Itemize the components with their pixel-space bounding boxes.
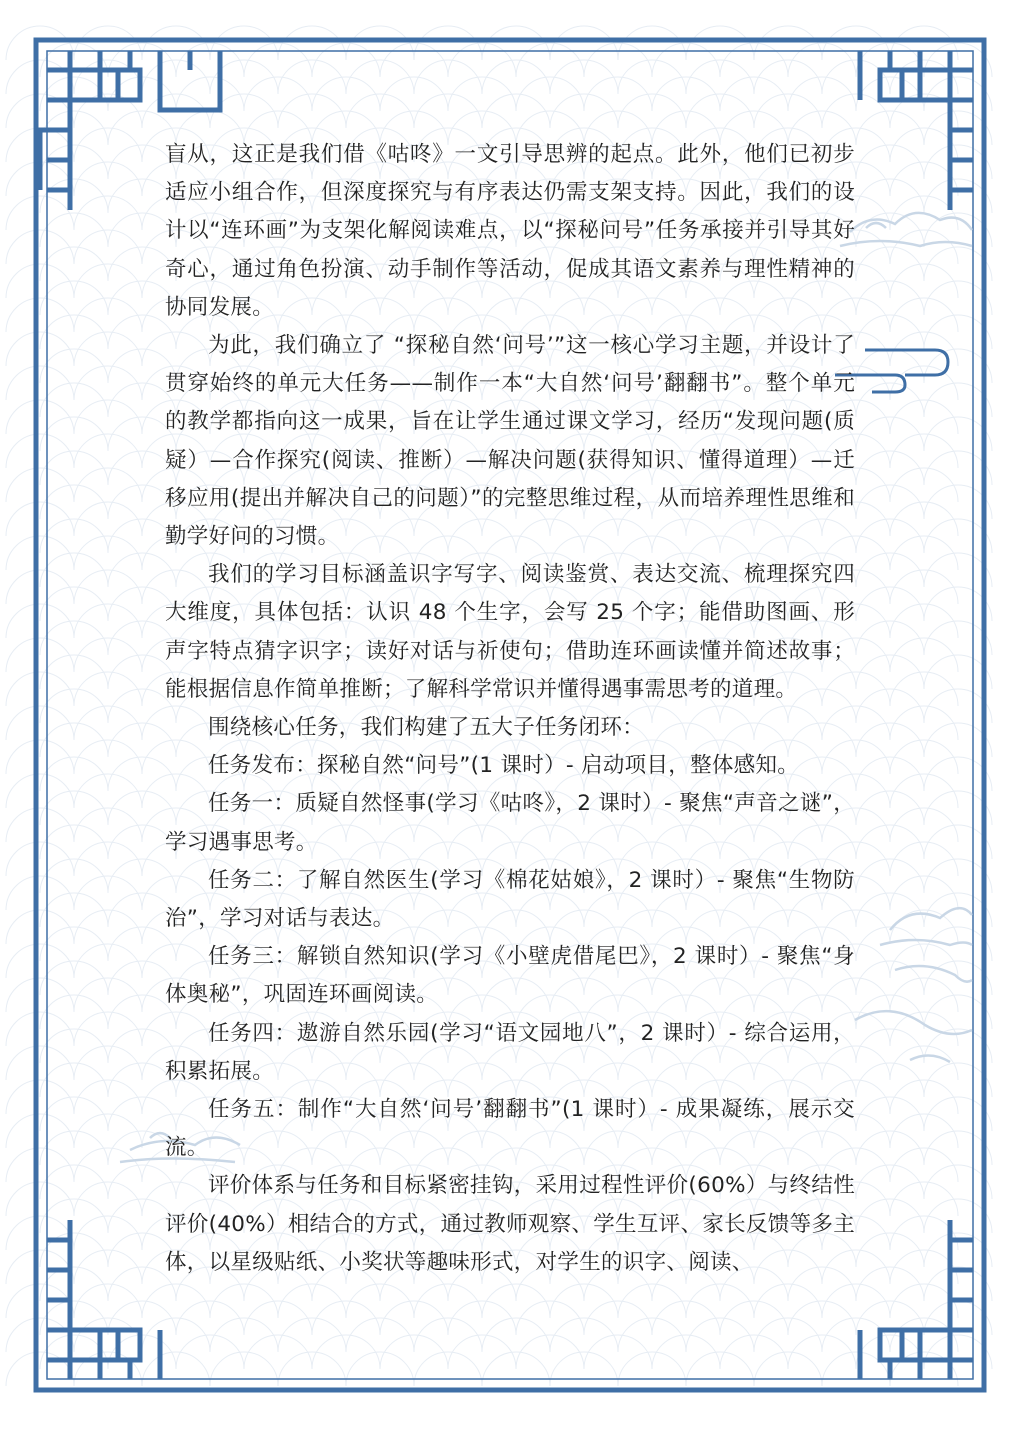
paragraph-task-2: 任务二：了解自然医生(学习《棉花姑娘》，2 课时）- 聚焦“生物防治”，学习对话与表达。 [165, 867, 855, 932]
paragraph-task-4: 任务四：遨游自然乐园(学习“语文园地八”，2 课时）- 综合运用，积累拓展。 [165, 1020, 855, 1084]
body-text [165, 136, 855, 1282]
paragraph-goals: 我们的学习目标涵盖识字写字、阅读鉴赏、表达交流、梳理探究四大维度，具体包括：认识 48 个生字，会写 25 个字；能借助图画、形声字特点猜字识字；读好对话与祈使句；借助连环画读懂并简述故事；能根据信息作简单推断；了解科学常识并懂得遇事需思考的道理。 [165, 562, 855, 702]
paragraph-theme: 为此，我们确立了 “探秘自然‘问号’”这一核心学习主题，并设计了贯穿始终的单元大任务——制作一本“大自然‘问号’翻翻书”。整个单元的教学都指向这一成果，旨在让学生通过课文学习，经历“发现问题(质疑）—合作探究(阅读、推断）—解决问题(获得知识、懂得道理）—迁移应用(提出并解决自己的问题）”的完整思维过程，从而培养理性思维和勤学好问的习惯。 [165, 333, 855, 550]
paragraph-subtasks-intro: 围绕核心任务，我们构建了五大子任务闭环： [208, 715, 645, 741]
cloud-upper-right [840, 213, 972, 246]
paragraph-task-3: 任务三：解锁自然知识(学习《小壁虎借尾巴》，2 课时）- 聚焦“身体奥秘”，巩固连环画阅读。 [165, 944, 855, 1008]
paragraph-task-5: 任务五：制作“大自然‘问号’翻翻书”(1 课时）- 成果凝练，展示交流。 [165, 1097, 855, 1161]
paragraph-task-1: 任务一：质疑自然怪事(学习《咕咚》，2 课时）- 聚焦“声音之谜”，学习遇事思考。 [165, 791, 855, 855]
paragraph-continuation: 盲从，这正是我们借《咕咚》一文引导思辨的起点。此外，他们已初步适应小组合作，但深度探究与有序表达仍需支架支持。因此，我们的设计以“连环画”为支架化解阅读难点，以“探秘问号”任务承接并引导其好奇心，通过角色扮演、动手制作等活动，促成其语文素养与理性精神的协同发展。 [165, 142, 855, 320]
cloud-middle-right [855, 908, 972, 1062]
paragraph-task-launch: 任务发布：探秘自然“问号”(1 课时）- 启动项目，整体感知。 [208, 753, 800, 779]
paragraph-evaluation: 评价体系与任务和目标紧密挂钩，采用过程性评价(60%）与终结性评价(40%）相结合的方式，通过教师观察、学生互评、家长反馈等多主体，以星级贴纸、小奖状等趣味形式，对学生的识字、阅读、 [165, 1173, 855, 1275]
